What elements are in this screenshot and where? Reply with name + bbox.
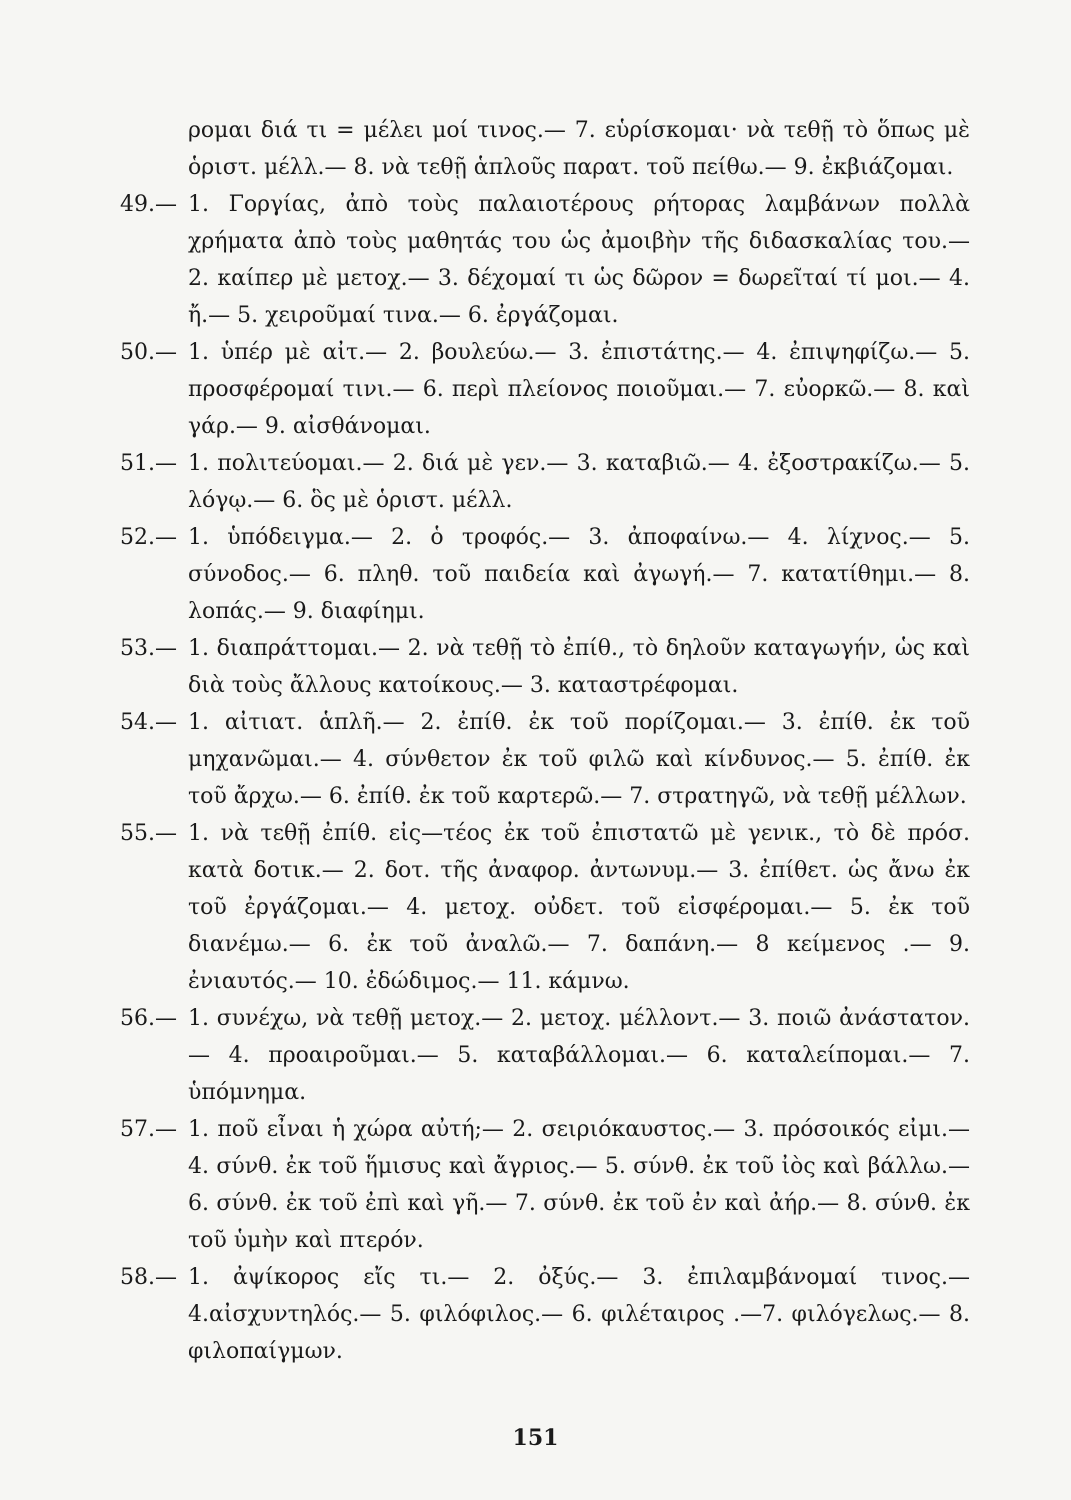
- entry-number: 50.—: [120, 340, 177, 365]
- entry-number: 52.—: [120, 525, 177, 550]
- list-item: [120, 1000, 970, 1111]
- entry-text: 1. Γοργίας, ἀπὸ τοὺς παλαιοτέρους ρήτορας λαμβάνων πολλὰ χρήματα ἀπὸ τοὺς μαθητάς του ὡς ἀμοιβὴν τῆς διδασκαλίας του.— 2. καίπερ μὲ μετοχ.— 3. δέχομαί τι ὡς δῶρον = δωρεῖταί τί μοι.— 4. ἤ.— 5. χειροῦμαί τινα.— 6. ἐργάζομαι.: [188, 192, 970, 328]
- entry-number: 57.—: [120, 1117, 177, 1142]
- list-item: [120, 519, 970, 630]
- entry-number: 55.—: [120, 821, 177, 846]
- list-item: [120, 334, 970, 445]
- entry-number: 56.—: [120, 1006, 177, 1031]
- entry-number: 54.—: [120, 710, 177, 735]
- entry-text: 1. διαπράττομαι.— 2. νὰ τεθῇ τὸ ἐπίθ., τὸ δηλοῦν καταγωγήν, ὡς καὶ διὰ τοὺς ἄλλους κατοίκους.— 3. καταστρέφομαι.: [188, 636, 970, 698]
- entry-text: 1. νὰ τεθῇ ἐπίθ. εἰς—τέος ἐκ τοῦ ἐπιστατῶ μὲ γενικ., τὸ δὲ πρόσ. κατὰ δοτικ.— 2. δοτ. τῆς ἀναφορ. ἀντωνυμ.— 3. ἐπίθετ. ὡς ἄνω ἐκ τοῦ ἐργάζομαι.— 4. μετοχ. οὐδετ. τοῦ εἰσφέρομαι.— 5. ἐκ τοῦ διανέμω.— 6. ἐκ τοῦ ἀναλῶ.— 7. δαπάνη.— 8 κείμενος .— 9. ἐνιαυτός.— 10. ἐδώδιμος.— 11. κάμνω.: [188, 821, 970, 994]
- entry-number: 51.—: [120, 451, 177, 476]
- entry-text: 1. πολιτεύομαι.— 2. διά μὲ γεν.— 3. καταβιῶ.— 4. ἐξοστρακίζω.— 5. λόγῳ.— 6. ὃς μὲ ὁριστ. μέλλ.: [188, 451, 970, 513]
- list-item: [120, 112, 970, 186]
- entry-number: 49.—: [120, 192, 177, 217]
- answer-key-list: [120, 112, 970, 1370]
- list-item: [120, 1111, 970, 1259]
- entry-text: 1. ὑπέρ μὲ αἰτ.— 2. βουλεύω.— 3. ἐπιστάτης.— 4. ἐπιψηφίζω.— 5. προσφέρομαί τινι.— 6. περὶ πλείονος ποιοῦμαι.— 7. εὐορκῶ.— 8. καὶ γάρ.— 9. αἰσθάνομαι.: [188, 340, 970, 439]
- list-item: [120, 630, 970, 704]
- entry-number: 58.—: [120, 1265, 177, 1290]
- list-item: [120, 186, 970, 334]
- list-item: [120, 704, 970, 815]
- entry-text: 1. συνέχω, νὰ τεθῇ μετοχ.— 2. μετοχ. μέλλοντ.— 3. ποιῶ ἀνάστατον.— 4. προαιροῦμαι.— 5. καταβάλλομαι.— 6. καταλείπομαι.— 7. ὑπόμνημα.: [188, 1006, 970, 1105]
- list-item: [120, 445, 970, 519]
- entry-number: 53.—: [120, 636, 177, 661]
- entry-text: 1. ἀψίκορος εἴς τι.— 2. ὀξύς.— 3. ἐπιλαμβάνομαί τινος.— 4.αἰσχυντηλός.— 5. φιλόφιλος.— 6. φιλέταιρος .—7. φιλόγελως.— 8. φιλοπαίγμων.: [188, 1265, 970, 1364]
- entry-text: ρομαι διά τι = μέλει μοί τινος.— 7. εὑρίσκομαι· νὰ τεθῇ τὸ ὅπως μὲ ὁριστ. μέλλ.— 8. νὰ τεθῇ ἁπλοῦς παρατ. τοῦ πείθω.— 9. ἐκβιάζομαι.: [188, 118, 970, 180]
- entry-text: 1. αἰτιατ. ἁπλῆ.— 2. ἐπίθ. ἐκ τοῦ πορίζομαι.— 3. ἐπίθ. ἐκ τοῦ μηχανῶμαι.— 4. σύνθετον ἐκ τοῦ φιλῶ καὶ κίνδυνος.— 5. ἐπίθ. ἐκ τοῦ ἄρχω.— 6. ἐπίθ. ἐκ τοῦ καρτερῶ.— 7. στρατηγῶ, νὰ τεθῇ μέλλων.: [188, 710, 970, 809]
- page-number: 151: [512, 1425, 559, 1451]
- entry-text: 1. ὑπόδειγμα.— 2. ὁ τροφός.— 3. ἀποφαίνω.— 4. λίχνος.— 5. σύνοδος.— 6. πληθ. τοῦ παιδεία καὶ ἀγωγή.— 7. κατατίθημι.— 8. λοπάς.— 9. διαφίημι.: [188, 525, 970, 624]
- list-item: [120, 1259, 970, 1370]
- entry-text: 1. ποῦ εἶναι ἡ χώρα αὐτή;— 2. σειριόκαυστος.— 3. πρόσοικός εἰμι.— 4. σύνθ. ἐκ τοῦ ἥμισυς καὶ ἄγριος.— 5. σύνθ. ἐκ τοῦ ἰὸς καὶ βάλλω.— 6. σύνθ. ἐκ τοῦ ἐπὶ καὶ γῆ.— 7. σύνθ. ἐκ τοῦ ἐν καὶ ἀήρ.— 8. σύνθ. ἐκ τοῦ ὑμὴν καὶ πτερόν.: [188, 1117, 970, 1253]
- list-item: [120, 815, 970, 1000]
